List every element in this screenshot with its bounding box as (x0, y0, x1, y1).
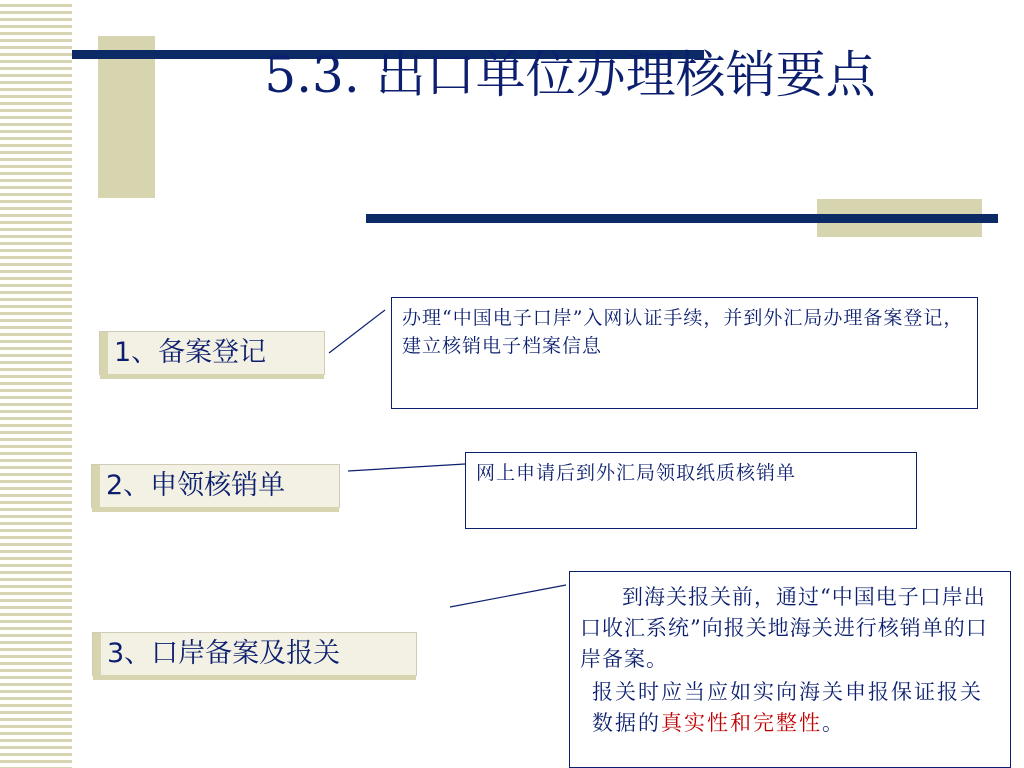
connector-line-3 (450, 585, 566, 607)
box3-p2-highlight: 真实性和完整性 (661, 711, 822, 735)
item-label: 2、申领核销单 (106, 470, 286, 501)
slide-title: 5.3. 出口单位办理核销要点 (264, 46, 876, 104)
connector-line-1 (329, 310, 385, 353)
item-label: 1、备案登记 (114, 337, 267, 368)
connector-line-2 (348, 464, 465, 471)
box3-p2-suffix: 。 (822, 711, 845, 735)
item-port-filing-declaration (93, 633, 416, 675)
description-box-2: 网上申请后到外汇局领取纸质核销单 (465, 452, 917, 529)
box3-p2-prefix: 报关时应当应如实向海关申报保证报关数据的 (592, 680, 983, 735)
item-apply-verification-form (92, 465, 339, 507)
item-label: 3、口岸备案及报关 (107, 638, 341, 669)
description-box-3 (569, 571, 1011, 768)
box3-paragraph-2 (580, 677, 1000, 739)
box3-paragraph-1: 到海关报关前，通过“中国电子口岸出口收汇系统”向报关地海关进行核销单的口岸备案。 (580, 585, 988, 671)
description-box-1: 办理“中国电子口岸”入网认证手续，并到外汇局办理备案登记，建立核销电子档案信息 (391, 297, 978, 409)
item-filing-registration (100, 332, 324, 374)
